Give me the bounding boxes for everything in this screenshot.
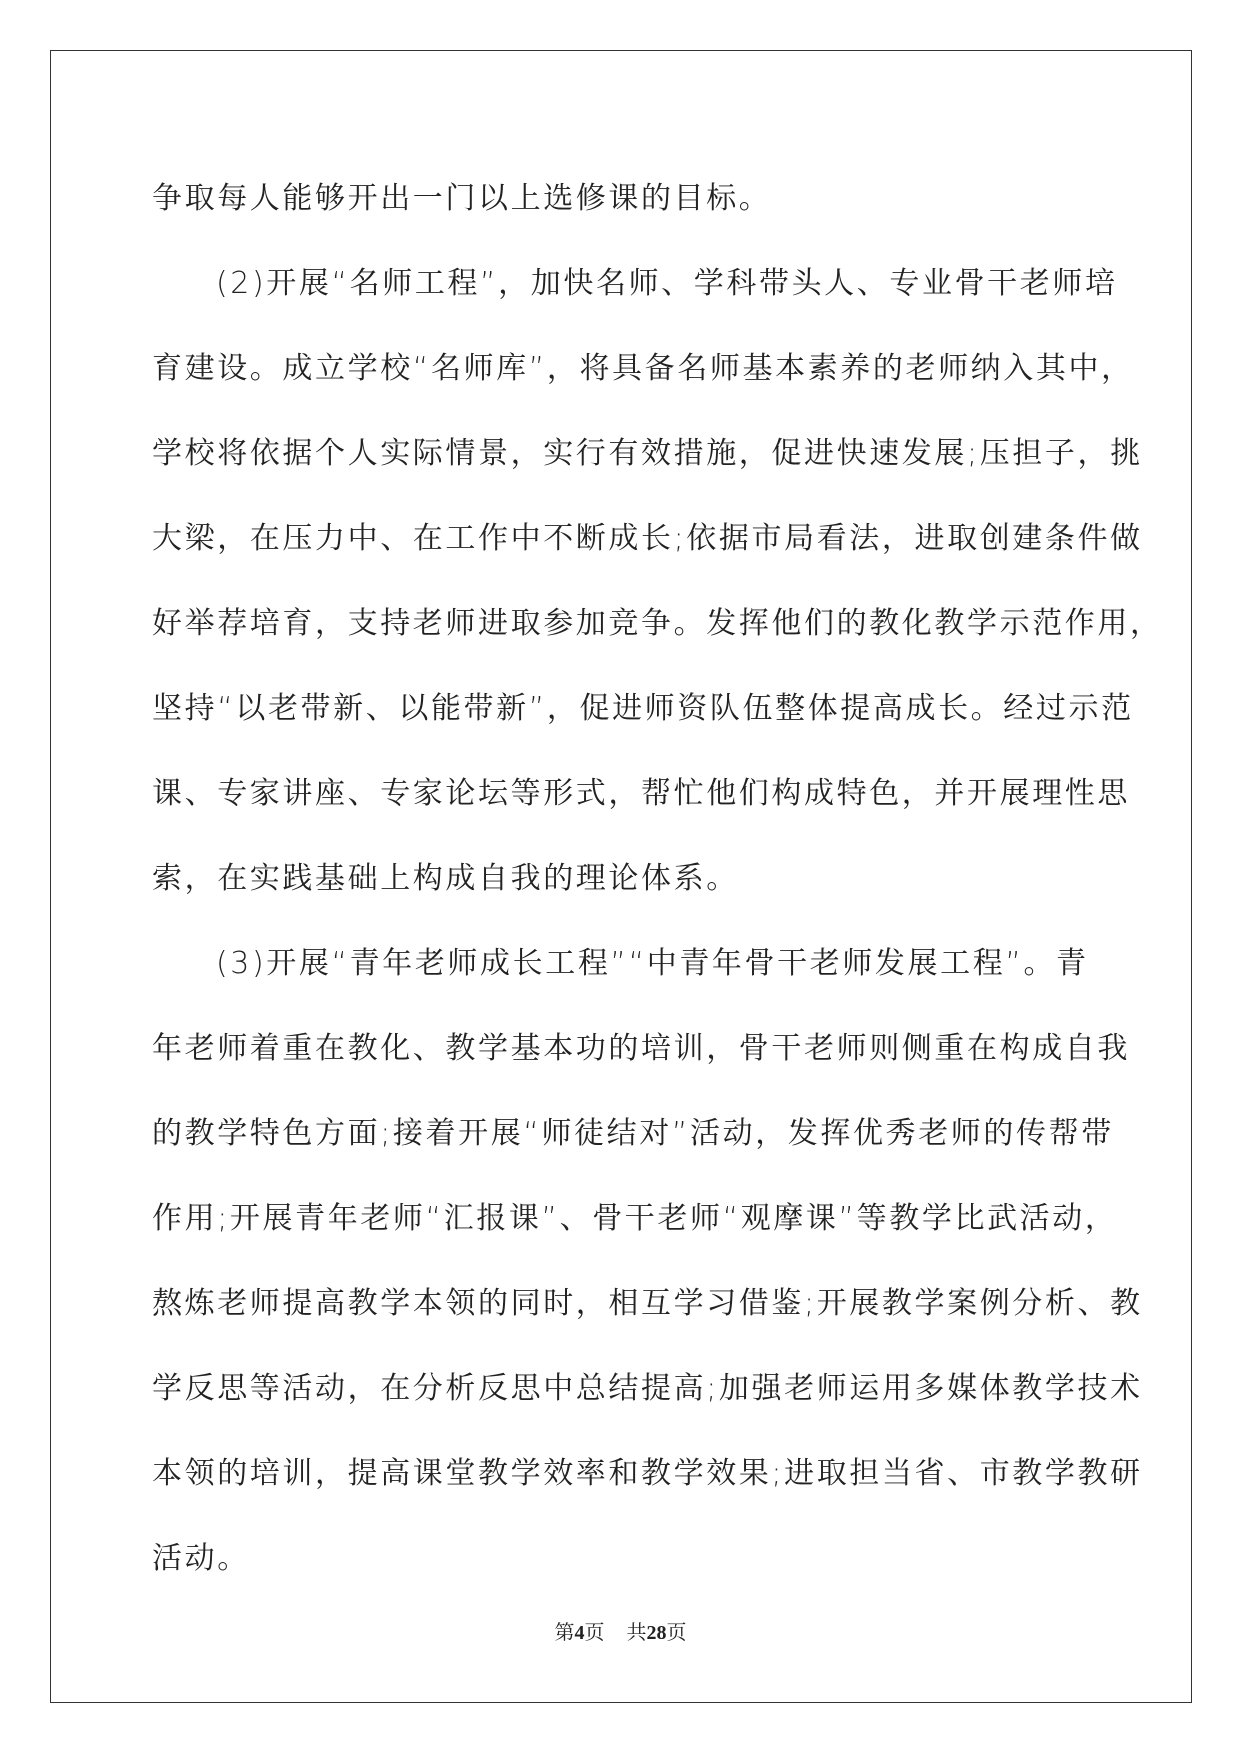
text-line: (2)开展“名师工程”，加快名师、学科带头人、专业骨干老师培	[216, 266, 1118, 301]
text-line: 课、专家讲座、专家论坛等形式，帮忙他们构成特色，并开展理性思	[152, 776, 1130, 811]
page-suffix: 页	[584, 1622, 605, 1644]
text-line: 作用;开展青年老师“汇报课”、骨干老师“观摩课”等教学比武活动，	[152, 1201, 1118, 1236]
document-body	[152, 156, 1163, 1601]
text-line: (3)开展“青年老师成长工程”“中青年骨干老师发展工程”。青	[216, 946, 1089, 981]
text-line: 熬炼老师提高教学本领的同时，相互学习借鉴;开展教学案例分析、教	[152, 1286, 1143, 1321]
total-suffix: 页	[666, 1622, 687, 1644]
text-line: 本领的培训，提高课堂教学效率和教学效果;进取担当省、市教学教研	[152, 1456, 1143, 1491]
text-line: 索，在实践基础上构成自我的理论体系。	[152, 861, 739, 896]
text-line: 争取每人能够开出一门以上选修课的目标。	[152, 181, 772, 216]
text-line: 大梁，在压力中、在工作中不断成长;依据市局看法，进取创建条件做	[152, 521, 1143, 556]
text-line: 坚持“以老带新、以能带新”，促进师资队伍整体提高成长。经过示范	[152, 691, 1134, 726]
text-line: 学校将依据个人实际情景，实行有效措施，促进快速发展;压担子，挑	[152, 436, 1143, 471]
text-line: 的教学特色方面;接着开展“师徒结对”活动，发挥优秀老师的传帮带	[152, 1116, 1114, 1151]
page-prefix: 第	[554, 1622, 575, 1644]
text-line: 活动。	[152, 1541, 250, 1576]
text-line: 学反思等活动，在分析反思中总结提高;加强老师运用多媒体教学技术	[152, 1371, 1143, 1406]
total-prefix: 共	[626, 1622, 647, 1644]
page-number: 4	[574, 1622, 585, 1644]
page-footer	[0, 1616, 1241, 1645]
text-line: 好举荐培育，支持老师进取参加竞争。发挥他们的教化教学示范作用，	[152, 606, 1163, 641]
text-line: 年老师着重在教化、教学基本功的培训，骨干老师则侧重在构成自我	[152, 1031, 1130, 1066]
text-line: 育建设。成立学校“名师库”，将具备名师基本素养的老师纳入其中，	[152, 351, 1134, 386]
total-pages: 28	[646, 1622, 667, 1644]
